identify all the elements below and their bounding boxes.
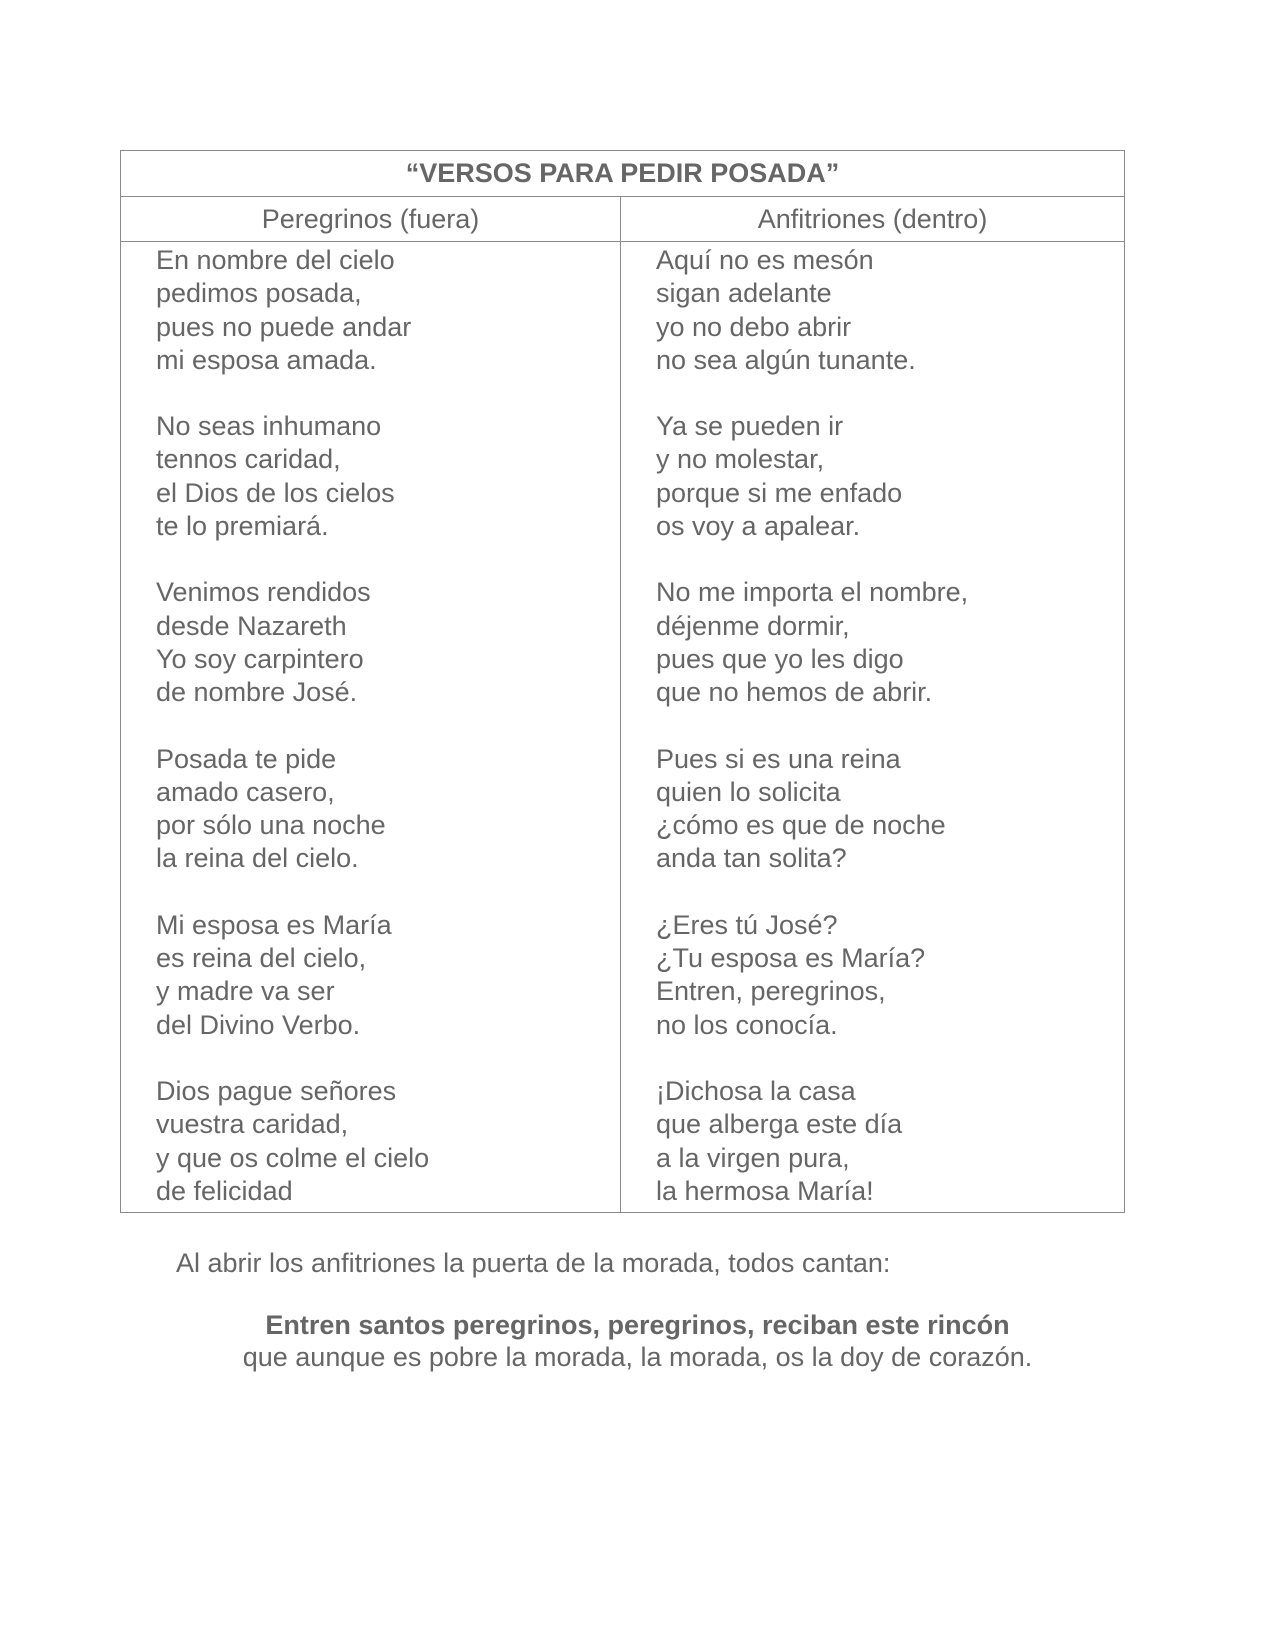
verse-line: es reina del cielo,: [156, 943, 367, 974]
verse-line: os voy a apalear.: [656, 511, 861, 542]
verse-line: por sólo una noche: [156, 810, 386, 841]
verse-line: sigan adelante: [656, 278, 832, 309]
verse-line: amado casero,: [156, 776, 335, 807]
verse-line: porque si me enfado: [656, 477, 903, 508]
verses-table: [120, 150, 1125, 1213]
verse-line: En nombre del cielo: [156, 245, 395, 275]
verse-line: no los conocía.: [656, 1009, 838, 1040]
verse-line: que alberga este día: [656, 1109, 903, 1140]
verse-line: Mi esposa es María: [156, 909, 392, 940]
verse-line: quien lo solicita: [656, 776, 841, 807]
intro-paragraph: Al abrir los anfitriones la puerta de la morada, todos cantan:: [176, 1248, 891, 1278]
peregrinos-stanza: [156, 576, 620, 709]
verse-line: No me importa el nombre,: [656, 577, 969, 608]
verse-line: vuestra caridad,: [156, 1109, 349, 1140]
peregrinos-stanza: [156, 743, 620, 876]
verse-line: anda tan solita?: [656, 843, 847, 874]
verse-line: ¿Tu esposa es María?: [656, 943, 926, 974]
peregrinos-column: [121, 242, 621, 1213]
verse-line: ¡Dichosa la casa: [656, 1075, 856, 1106]
verse-line: No seas inhumano: [156, 411, 382, 442]
anfitriones-stanza: [656, 909, 1124, 1042]
verse-line: y madre va ser: [156, 976, 335, 1007]
verse-line: de felicidad: [156, 1175, 293, 1206]
verse-line: pues no puede andar: [156, 311, 412, 342]
verse-line: y que os colme el cielo: [156, 1142, 430, 1173]
header-peregrinos: Peregrinos (fuera): [121, 197, 621, 242]
peregrinos-stanza: [156, 410, 620, 543]
chorus-line-2: que aunque es pobre la morada, la morada, os la doy de corazón.: [242, 1342, 1033, 1372]
verse-line: Venimos rendidos: [156, 577, 371, 608]
verse-line: Yo soy carpintero: [156, 643, 364, 674]
anfitriones-stanza: [656, 410, 1124, 543]
verse-line: Pues si es una reina: [656, 743, 901, 774]
verse-line: de nombre José.: [156, 677, 358, 708]
verse-line: ¿cómo es que de noche: [656, 810, 946, 841]
anfitriones-column: [621, 242, 1125, 1213]
verse-line: y no molestar,: [656, 444, 825, 475]
verse-line: a la virgen pura,: [656, 1142, 850, 1173]
anfitriones-stanza: [656, 1075, 1124, 1208]
header-anfitriones: Anfitriones (dentro): [621, 197, 1125, 242]
verse-line: el Dios de los cielos: [156, 477, 395, 508]
table-title: “VERSOS PARA PEDIR POSADA”: [121, 151, 1125, 197]
verse-line: pues que yo les digo: [656, 643, 904, 674]
verse-line: Aquí no es mesón: [656, 245, 874, 275]
verse-line: del Divino Verbo.: [156, 1009, 361, 1040]
verse-line: ¿Eres tú José?: [656, 909, 838, 940]
verse-line: pedimos posada,: [156, 278, 362, 309]
verse-line: mi esposa amada.: [156, 344, 377, 375]
anfitriones-stanza: [656, 743, 1124, 876]
anfitriones-stanza: [656, 244, 1124, 377]
verse-line: la hermosa María!: [656, 1175, 874, 1206]
chorus-line-1: Entren santos peregrinos, peregrinos, reciban este rincón: [265, 1310, 1010, 1340]
verse-line: la reina del cielo.: [156, 843, 359, 874]
verse-line: yo no debo abrir: [656, 311, 852, 342]
verse-line: Dios pague señores: [156, 1075, 397, 1106]
peregrinos-stanza: [156, 1075, 620, 1208]
verse-line: déjenme dormir,: [656, 610, 850, 641]
verse-line: Posada te pide: [156, 743, 337, 774]
verse-line: te lo premiará.: [156, 511, 329, 542]
verse-line: no sea algún tunante.: [656, 344, 916, 375]
anfitriones-stanza: [656, 576, 1124, 709]
verse-line: Ya se pueden ir: [656, 411, 844, 442]
peregrinos-stanza: [156, 909, 620, 1042]
verse-line: que no hemos de abrir.: [656, 677, 933, 708]
verse-line: Entren, peregrinos,: [656, 976, 886, 1007]
verse-line: tennos caridad,: [156, 444, 341, 475]
peregrinos-stanza: [156, 244, 620, 377]
verse-line: desde Nazareth: [156, 610, 347, 641]
